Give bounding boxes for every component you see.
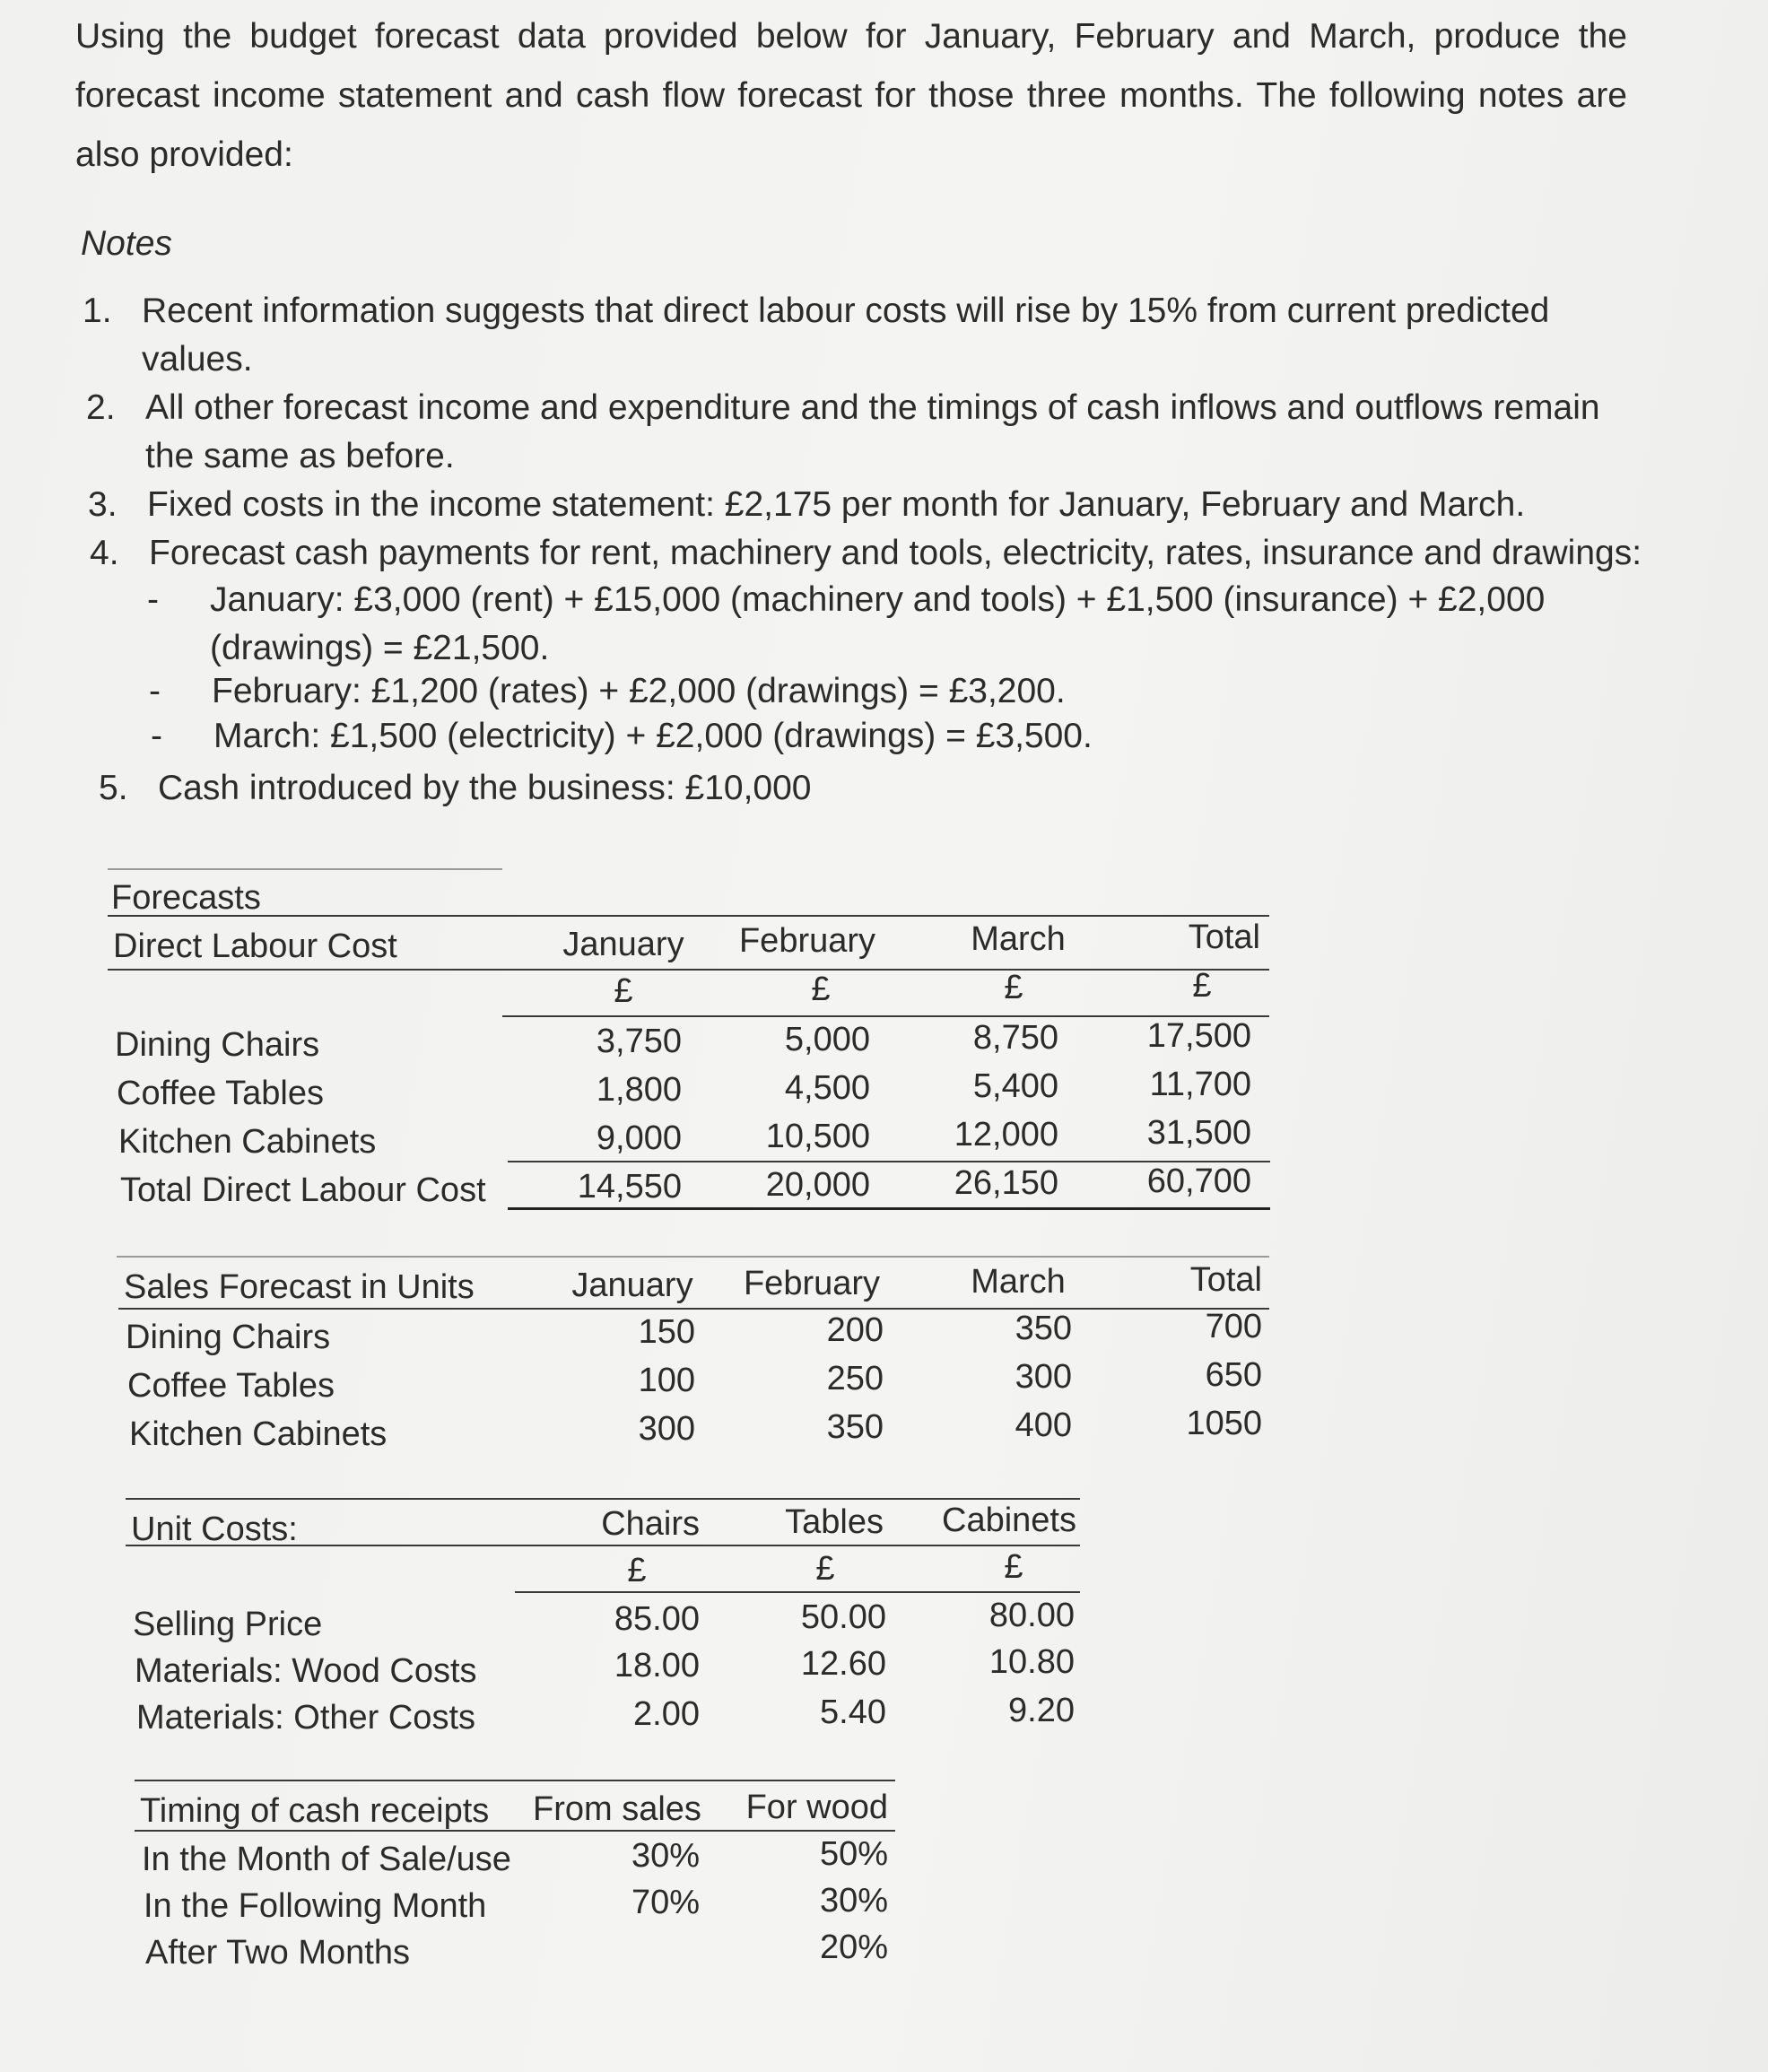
sub-note-text: March: £1,500 (electricity) + £2,000 (drawings) = £3,500. [213, 717, 1093, 755]
row-label: Kitchen Cabinets [129, 1415, 388, 1453]
note-4 [90, 529, 1642, 578]
rule [108, 868, 502, 870]
sub-note-text: January: £3,000 (rent) + £15,000 (machinery and tools) + £1,500 (insurance) + £2,000 [210, 580, 1546, 619]
sub-note-text: February: £1,200 (rates) + £2,000 (drawings) = £3,200. [212, 672, 1066, 710]
rule [135, 1780, 895, 1781]
note-1 [83, 287, 1625, 386]
table-cell: 400 [1015, 1406, 1072, 1444]
table-cell: 17,500 [1146, 1017, 1251, 1055]
table-cell: 300 [638, 1410, 695, 1448]
note-number: 3. [88, 485, 118, 524]
table-cell: 12,000 [954, 1116, 1058, 1154]
note-text: the same as before. [145, 437, 455, 475]
table-cell: 8,750 [972, 1019, 1058, 1057]
note-text: All other forecast income and expenditure and the timings of cash inflows and outflows remain [145, 388, 1600, 427]
table-cell: 31,500 [1146, 1114, 1251, 1152]
column-header: Chairs [601, 1505, 700, 1543]
note-text: Fixed costs in the income statement: £2,175 per month for January, February and March. [147, 485, 1526, 524]
sub-note-january [147, 576, 1618, 675]
sub-note-text: (drawings) = £21,500. [210, 629, 550, 667]
table-cell: 30% [819, 1882, 888, 1920]
column-header: Total [1188, 918, 1260, 956]
table-cell: 85.00 [614, 1600, 700, 1638]
table-cell: 250 [826, 1360, 884, 1397]
rule [117, 1256, 1269, 1258]
table-cell: 10,500 [765, 1118, 870, 1155]
table-cell: 350 [826, 1408, 884, 1446]
row-label: In the Month of Sale/use [142, 1841, 511, 1878]
row-label: Coffee Tables [127, 1367, 335, 1405]
table-cell: 200 [826, 1311, 884, 1349]
table-caption: Forecasts [111, 879, 261, 917]
rule [126, 1545, 1080, 1546]
table-title: Sales Forecast in Units [124, 1268, 475, 1306]
row-label: Materials: Wood Costs [135, 1652, 477, 1690]
rule [118, 1308, 1269, 1310]
column-header: February [743, 1265, 881, 1302]
table-cell: 26,150 [954, 1164, 1058, 1202]
sub-note-march [151, 712, 1622, 761]
table-title: Unit Costs: [131, 1510, 298, 1548]
row-label: Dining Chairs [126, 1319, 331, 1356]
currency-label: £ [1004, 1548, 1023, 1586]
table-cell: 650 [1205, 1356, 1262, 1394]
intro-paragraph: Using the budget forecast data provided below for January, February and March, produce the forecast income statement and cash flow forecast for those three months. The following notes are also provided: [75, 17, 1627, 174]
rule [135, 1830, 895, 1832]
table-cell: 3,750 [596, 1023, 682, 1060]
currency-label: £ [815, 1550, 835, 1588]
row-label: Coffee Tables [117, 1075, 324, 1112]
table-cell: 10.80 [989, 1643, 1075, 1681]
column-header: January [562, 926, 684, 963]
table-cell: 80.00 [989, 1597, 1075, 1634]
note-number: 1. [83, 292, 112, 330]
bullet-dash: - [147, 580, 159, 619]
row-label: Kitchen Cabinets [118, 1123, 377, 1161]
table-cell: 50.00 [800, 1598, 886, 1636]
column-header: From sales [533, 1790, 701, 1828]
table-cell: 5.40 [820, 1693, 886, 1731]
currency-label: £ [1192, 967, 1212, 1005]
row-label: Materials: Other Costs [136, 1699, 475, 1737]
rule [508, 1207, 1270, 1210]
bullet-dash: - [151, 717, 162, 755]
rule [515, 1591, 1080, 1593]
column-header: For wood [745, 1789, 888, 1826]
table-cell: 1050 [1186, 1405, 1262, 1442]
table-cell: 20% [819, 1928, 888, 1966]
table-cell: 18.00 [614, 1647, 700, 1685]
note-text: Forecast cash payments for rent, machinery and tools, electricity, rates, insurance and drawings: [149, 534, 1642, 572]
notes-heading: Notes [81, 224, 172, 263]
column-header: February [738, 922, 876, 960]
note-number: 2. [86, 388, 116, 427]
currency-label: £ [614, 972, 633, 1010]
table-cell: 5,000 [784, 1021, 870, 1058]
table-cell: 4,500 [784, 1069, 870, 1107]
table-cell: 11,700 [1149, 1066, 1251, 1103]
row-label: Selling Price [133, 1606, 323, 1643]
column-header: January [571, 1267, 693, 1304]
row-label: In the Following Month [144, 1887, 487, 1925]
note-number: 4. [90, 534, 119, 572]
currency-label: £ [811, 971, 831, 1008]
currency-label: £ [627, 1552, 647, 1589]
table-cell: 9,000 [596, 1119, 682, 1157]
row-label: After Two Months [145, 1934, 410, 1972]
table-cell: 350 [1015, 1310, 1072, 1347]
column-header: March [971, 1263, 1066, 1301]
note-text: Recent information suggests that direct labour costs will rise by 15% from current predicted [142, 292, 1550, 330]
table-cell: 70% [631, 1884, 700, 1921]
note-5 [99, 764, 1642, 813]
table-cell: 60,700 [1146, 1162, 1251, 1200]
note-2 [86, 384, 1629, 483]
row-label: Dining Chairs [115, 1026, 320, 1064]
table-cell: 30% [631, 1837, 700, 1875]
bullet-dash: - [149, 672, 161, 710]
table-title: Direct Labour Cost [113, 927, 397, 965]
table-cell: 12.60 [800, 1645, 886, 1683]
table-cell: 20,000 [765, 1166, 870, 1204]
column-header: Tables [785, 1503, 884, 1541]
note-number: 5. [99, 769, 128, 807]
table-title: Timing of cash receipts [140, 1792, 490, 1830]
rule [108, 915, 1269, 917]
column-header: March [971, 920, 1066, 958]
note-text: values. [142, 340, 253, 379]
table-cell: 300 [1015, 1358, 1072, 1396]
table-cell: 150 [638, 1313, 695, 1351]
table-cell: 700 [1205, 1308, 1262, 1345]
column-header: Total [1189, 1261, 1262, 1299]
table-cell: 100 [638, 1362, 695, 1399]
table-cell: 14,550 [577, 1168, 682, 1206]
table-cell: 5,400 [972, 1067, 1058, 1105]
currency-label: £ [1004, 969, 1023, 1006]
column-header: Cabinets [942, 1502, 1076, 1539]
table-cell: 2.00 [633, 1695, 700, 1733]
note-3 [88, 481, 1631, 529]
table-cell: 1,800 [596, 1071, 682, 1109]
sub-note-february [149, 667, 1620, 716]
table-cell: 50% [819, 1835, 888, 1873]
row-label: Total Direct Labour Cost [120, 1171, 486, 1209]
table-cell: 9.20 [1008, 1692, 1075, 1729]
note-text: Cash introduced by the business: £10,000 [158, 769, 812, 807]
